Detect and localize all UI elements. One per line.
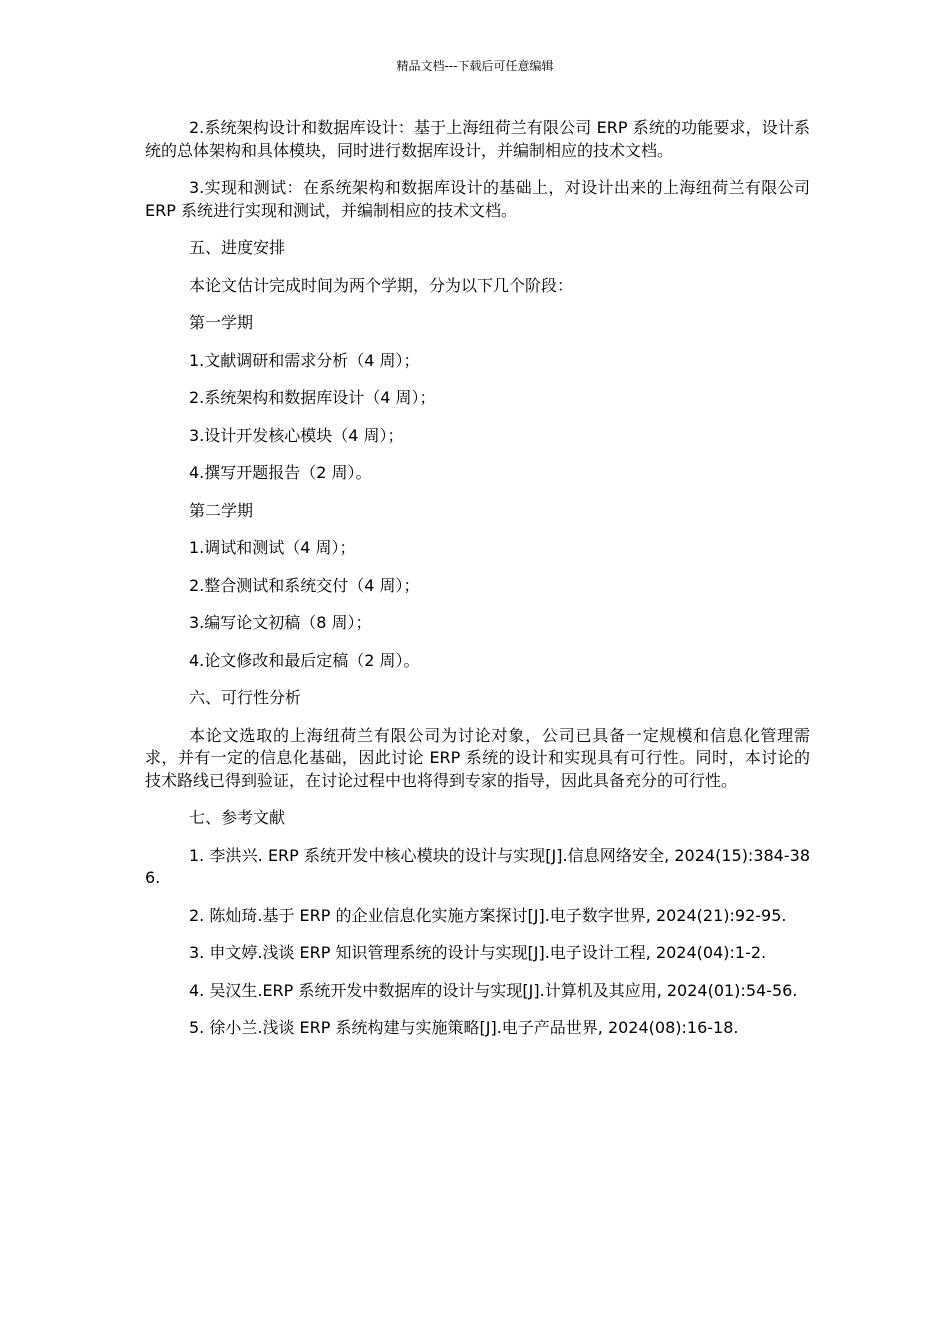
reference-item: 1. 李洪兴. ERP 系统开发中核心模块的设计与实现[J].信息网络安全, 2024(15):384-386.: [145, 845, 810, 887]
reference-item: 4. 吴汉生.ERP 系统开发中数据库的设计与实现[J].计算机及其应用, 2024(01):54-56.: [189, 980, 798, 1000]
reference-item: 2. 陈灿琦.基于 ERP 的企业信息化实施方案探讨[J].电子数字世界, 2024(21):92-95.: [189, 905, 787, 925]
schedule-item: 2.整合测试和系统交付（4 周）；: [189, 575, 420, 595]
paragraph-schedule-intro: 本论文估计完成时间为两个学期，分为以下几个阶段：: [189, 275, 574, 295]
schedule-item: 3.设计开发核心模块（4 周）；: [189, 425, 404, 445]
document-body: [145, 117, 810, 1055]
schedule-item: 3.编写论文初稿（8 周）；: [189, 613, 372, 632]
schedule-item: 1.调试和测试（4 周）；: [189, 538, 356, 557]
schedule-item: 4.论文修改和最后定稿（2 周）。: [189, 650, 420, 670]
semester-heading-second: 第二学期: [189, 500, 254, 520]
schedule-item: 4.撰写开题报告（2 周）。: [189, 463, 372, 482]
paragraph-feasibility: 本论文选取的上海纽荷兰有限公司为讨论对象，公司已具备一定规模和信息化管理需求，并有一定的信息化基础，因此讨论 ERP 系统的设计和实现具有可行性。同时，本讨论的技术路线已得到验证，在讨论过程中也将得到专家的指导，因此具备充分的可行性。: [145, 725, 810, 790]
semester-heading-first: 第一学期: [189, 313, 254, 332]
reference-item: 5. 徐小兰.浅谈 ERP 系统构建与实施策略[J].电子产品世界, 2024(08):16-18.: [189, 1018, 739, 1037]
section-heading-feasibility: 六、可行性分析: [189, 688, 302, 707]
paragraph-system-architecture: 2.系统架构设计和数据库设计：基于上海纽荷兰有限公司 ERP 系统的功能要求，设计系统的总体架构和具体模块，同时进行数据库设计，并编制相应的技术文档。: [145, 118, 810, 160]
schedule-item: 2.系统架构和数据库设计（4 周）；: [189, 388, 436, 407]
section-heading-references: 七、参考文献: [189, 808, 286, 827]
paragraph-implementation-testing: 3.实现和测试：在系统架构和数据库设计的基础上，对设计出来的上海纽荷兰有限公司 ERP 系统进行实现和测试，并编制相应的技术文档。: [145, 178, 810, 220]
reference-item: 3. 申文婷.浅谈 ERP 知识管理系统的设计与实现[J].电子设计工程, 2024(04):1-2.: [189, 943, 767, 962]
schedule-item: 1.文献调研和需求分析（4 周）；: [189, 350, 420, 370]
page-header: 精品文档---下载后可任意编辑: [396, 59, 554, 73]
section-heading-schedule: 五、进度安排: [189, 238, 286, 257]
